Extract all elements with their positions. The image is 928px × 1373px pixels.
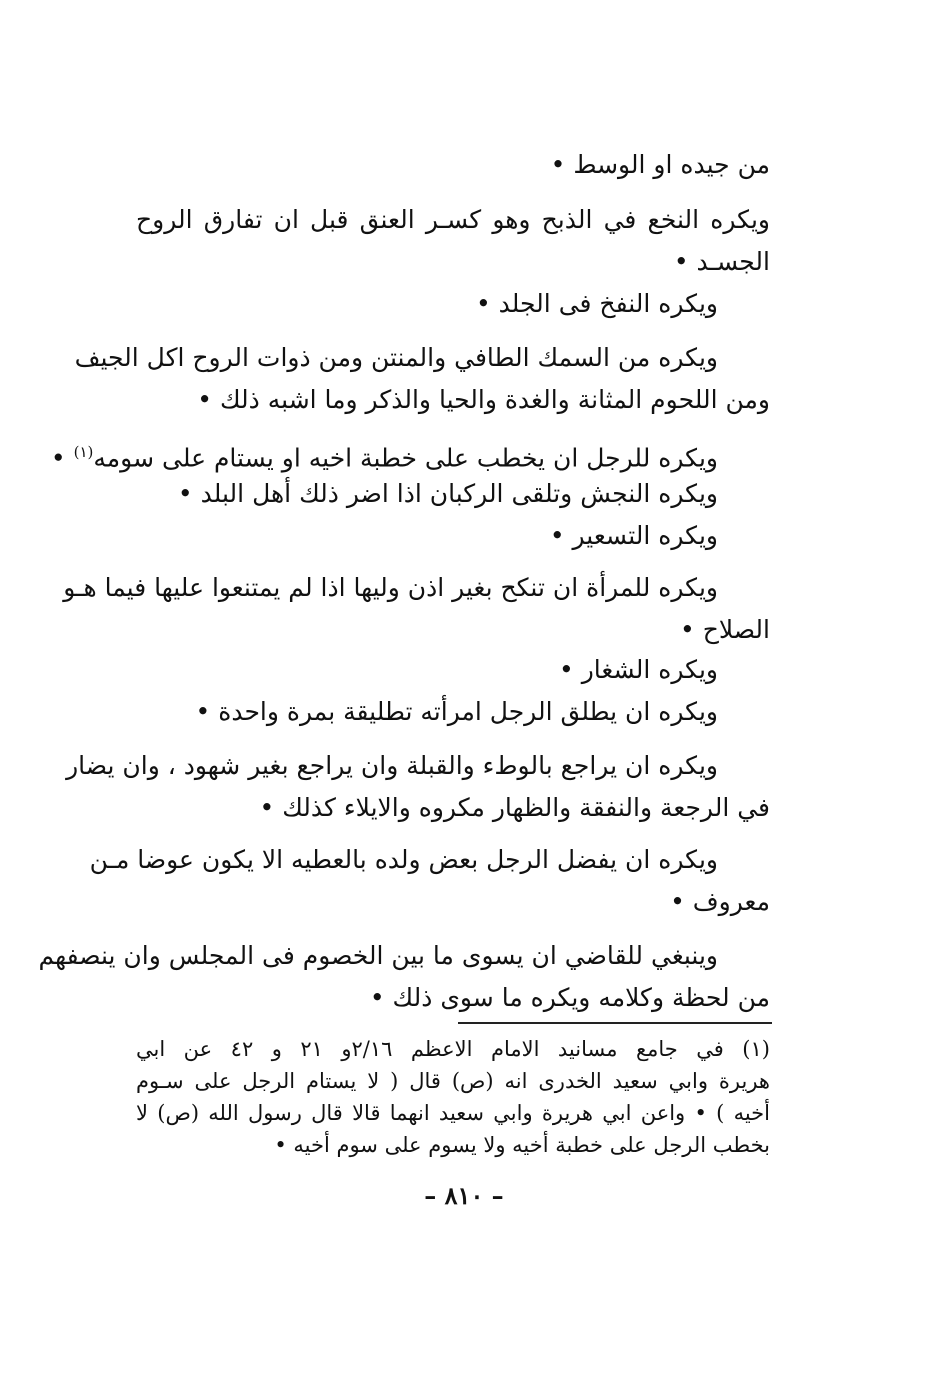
- footnote-line: (١) في جامع مسانيد الامام الاعظم ٢/١٦و ٢١ و ٤٢ عن ابي: [136, 1037, 770, 1061]
- page-number: – ٨١٠ –: [424, 1181, 504, 1210]
- text-line: ويكره الشغار •: [559, 655, 718, 684]
- footnote-line: بخطب الرجل على خطبة أخيه ولا يسوم على سوم أخيه •: [274, 1133, 770, 1157]
- text-line: في الرجعة والنفقة والظهار مكروه والايلاء كذلك •: [259, 793, 770, 822]
- text-line: الجسـد •: [673, 247, 770, 276]
- text-line: ويكره النفخ فى الجلد •: [475, 289, 718, 318]
- text-line-with-footnote: [51, 432, 718, 478]
- text-line: ويكره للمرأة ان تنكح بغير اذن وليها اذا لم يمتنعوا عليها فيما هـو: [63, 573, 718, 602]
- footnote-line: أخيه ) • واعن ابي هريرة وابي سعيد انهما قالا قال رسول الله (ص) لا: [136, 1101, 770, 1125]
- text-line: الصلاح •: [680, 615, 770, 644]
- text-line: معروف •: [670, 887, 770, 916]
- text-line: ويكره ان يفضل الرجل بعض ولده بالعطيه الا يكون عوضا مـن: [89, 845, 718, 874]
- text-line: ومن اللحوم المثانة والغدة والحيا والذكر وما اشبه ذلك •: [197, 385, 770, 414]
- footnote-marker[interactable]: (١): [73, 443, 94, 461]
- text-line: ويكره ان يراجع بالوطء والقبلة وان يراجع بغير شهود ، وان يضار: [66, 751, 718, 780]
- text-line: من لحظة وكلامه ويكره ما سوى ذلك •: [369, 983, 770, 1012]
- text-line: ويكره التسعير •: [549, 521, 718, 550]
- text-line: ويكره النجش وتلقى الركبان اذا اضر ذلك أهل البلد •: [177, 479, 718, 508]
- text-line: ويكره من السمك الطافي والمنتن ومن ذوات الروح اكل الجيف: [74, 343, 718, 372]
- text-line: ويكره النخع في الذبح وهو كسـر العنق قبل ان تفارق الروح: [136, 205, 770, 234]
- text-segment: •: [50, 443, 74, 473]
- text-line: وينبغي للقاضي ان يسوى ما بين الخصوم فى المجلس وان ينصفهم: [38, 941, 718, 970]
- footnote-line: هريرة وابي سعيد الخدرى انه (ص) قال ( لا يستام الرجل على سـوم: [136, 1069, 770, 1093]
- text-line: من جيده او الوسط •: [550, 150, 770, 179]
- footnote-divider: [458, 1022, 772, 1024]
- text-segment: ويكره للرجل ان يخطب على خطبة اخيه او يستام على سومه: [93, 443, 718, 473]
- text-line: ويكره ان يطلق الرجل امرأته تطليقة بمرة واحدة •: [195, 697, 718, 726]
